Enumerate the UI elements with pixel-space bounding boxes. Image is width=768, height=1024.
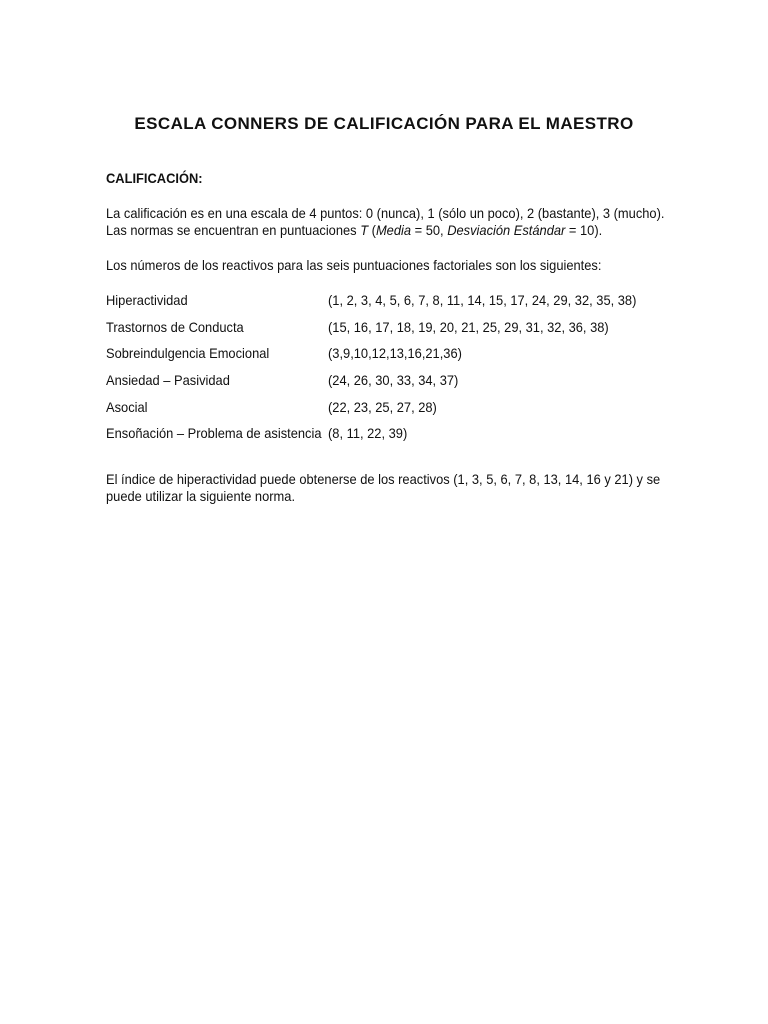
factor-name: Trastornos de Conducta xyxy=(106,318,244,335)
factor-items: (22, 23, 25, 27, 28) xyxy=(328,398,437,415)
factor-row xyxy=(106,290,686,317)
section-heading-calificacion: CALIFICACIÓN: xyxy=(106,170,203,186)
factor-row xyxy=(106,397,686,424)
open-paren: ( xyxy=(368,222,376,238)
factor-name: Ensoñación – Problema de asistencia xyxy=(106,425,322,442)
factor-items: (15, 16, 17, 18, 19, 20, 21, 25, 29, 31, 32, 36, 38) xyxy=(328,318,609,335)
scale-description-line-1: La calificación es en una escala de 4 puntos: 0 (nunca), 1 (sólo un poco), 2 (bastante), 3 (mucho). xyxy=(106,205,665,221)
hyperactivity-index-paragraph xyxy=(106,471,661,505)
factor-items: (24, 26, 30, 33, 34, 37) xyxy=(328,372,459,389)
factor-name: Asocial xyxy=(106,398,148,415)
factor-row xyxy=(106,317,686,344)
factor-intro-paragraph: Los números de los reactivos para las seis puntuaciones factoriales son los siguientes: xyxy=(106,257,602,273)
factor-name: Sobreindulgencia Emocional xyxy=(106,345,270,362)
media-label: Media xyxy=(375,222,412,238)
factor-items: (8, 11, 22, 39) xyxy=(328,425,408,442)
media-value: = 50, xyxy=(411,222,448,238)
hyperactivity-index-line-1: El índice de hiperactividad puede obtenerse de los reactivos (1, 3, 5, 6, 7, 8, 13, 14, 16 y 21) y se xyxy=(106,471,661,487)
factor-items: (1, 2, 3, 4, 5, 6, 7, 8, 11, 14, 15, 17, 24, 29, 32, 35, 38) xyxy=(328,292,637,308)
factor-items-table xyxy=(106,290,686,450)
factor-name: Hiperactividad xyxy=(106,292,188,308)
factor-row xyxy=(106,343,686,370)
norms-text: Las normas se encuentran en puntuaciones xyxy=(106,222,361,238)
scale-description-line-2 xyxy=(106,222,621,239)
factor-row xyxy=(106,423,686,450)
sd-label: Desviación Estándar xyxy=(447,222,566,238)
scale-description-paragraph xyxy=(106,205,665,239)
t-score-symbol: T xyxy=(360,222,369,238)
factor-items: (3,9,10,12,13,16,21,36) xyxy=(328,345,462,362)
factor-name: Ansiedad – Pasividad xyxy=(106,372,230,389)
sd-value: = 10). xyxy=(565,222,603,238)
document-title: ESCALA CONNERS DE CALIFICACIÓN PARA EL MAESTRO xyxy=(134,114,634,133)
hyperactivity-index-line-2: puede utilizar la siguiente norma. xyxy=(106,488,296,504)
factor-row xyxy=(106,370,686,397)
